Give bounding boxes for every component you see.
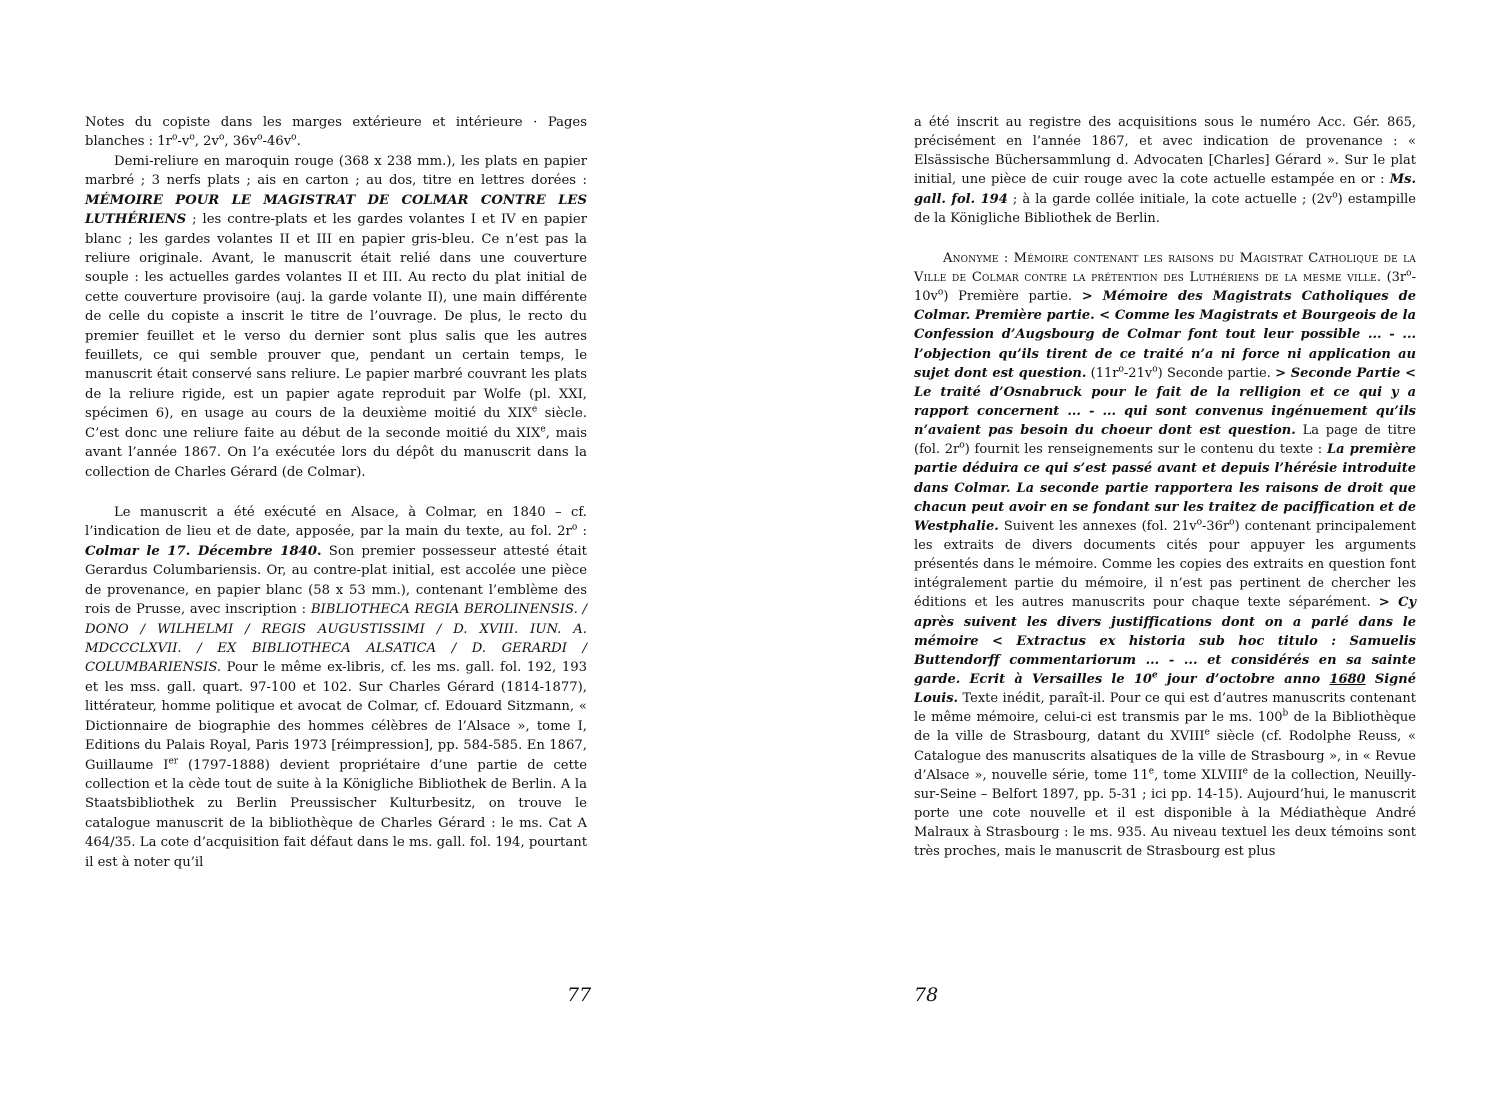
left-paragraph-2: Demi-reliure en maroquin rouge (368 x 238 mm.), les plats en papier marbré ; 3 nerfs plats ; ais en carton ; au dos, titre en lettres dorées : MÉMOIRE POUR LE MAGISTRAT DE COLMAR CONTRE LES LUTHÉRIENS ; les contre-plats et les gardes volantes I et IV en papier blanc ; les gardes volantes II et III en papier gris-bleu. Ce n’est pas la reliure originale. Avant, le manuscrit était relié dans une couverture souple : les actuelles gardes volantes II et III. Au recto du plat initial de cette couverture provisoire (auj. la garde volante II), une main différente de celle du copiste a inscrit le titre de l’ouvrage. De plus, le recto du premier feuillet et le verso du dernier sont plus salis que les autres feuillets, ce qui semble prouver que, pendant un certain temps, le manuscrit était conservé sans reliure. Le papier marbré couvrant les plats de la reliure rigide, est un papier agate reproduit par Wolfe (pl. XXI, spécimen 6), en usage au cours de la deuxième moitié du XIXe siècle. C’est donc une reliure faite au début de la seconde moitié du XIXe, mais avant l’année 1867. On l’a exécutée lors du dépôt du manuscrit dans la collection de Charles Gérard (de Colmar).: [85, 153, 587, 480]
left-text-block: [85, 113, 587, 872]
right-page: [914, 113, 1416, 861]
right-paragraph-2: Anonyme : Mémoire contenant les raisons du Magistrat Catholique de la Ville de Colmar contre la prétention des Luthériens de la mesme ville. $(3r^o-10v^o)$ Première partie. > Mémoire des Magistrats Catholiques de Colmar. Première partie. < Comme les Magistrats et Bourgeois de la Confession d’Augsbourg de Colmar font tout leur possible ... - ... l’objection qu’ils tirent de ce traité n’a ni force ni application au sujet dont est question. $(11r^o-21v^o)$ Seconde partie. > Seconde Partie < Le traité d’Osnabruck pour le fait de la relligion et ce qui y a rapport concernent ... - ... qui sont convenus ingénuement qu’ils n’avaient pas besoin du choeur dont est question. La page de titre (fol. $2r^o$) fournit les renseignements sur le contenu du texte : La première partie déduira ce qui s’est passé avant et depuis l’hérésie introduite dans Colmar. La seconde partie rapportera les raisons de droit que chacun peut avoir en se fondant sur les traitez de paciffication et de Westphalie. Suivent les annexes (fol. $21v^o-36r^o$) contenant principalement les extraits de divers documents cités pour appuyer les arguments présentés dans le mémoire. Comme les copies des extraits en question font intégralement partie du mémoire, il n’est pas pertinent de chercher les éditions et les autres manuscrits pour chaque texte séparément. > Cy après suivent les divers justiffications dont on a parlé dans le mémoire < Extractus ex historia sub hoc titulo : Samuelis Buttendorff commentariorum ... - ... et considérés en sa sainte garde. Ecrit à Versailles le 10e jour d’octobre anno 1680 Signé Louis. Texte inédit, paraît-il. Pour ce qui est d’autres manuscrits contenant le même mémoire, celui-ci est transmis par le ms. 100$^b$ de la Bibliothèque de la ville de Strasbourg, datant du XVIIIe siècle (cf. Rodolphe Reuss, « Catalogue des manuscrits alsatiques de la ville de Strasbourg », in « Revue d’Alsace », nouvelle série, tome 11e, tome XLVIIIe de la collection, Neuilly-sur-Seine – Belfort 1897, pp. 5-31 ; ici pp. 14-15). Aujourd’hui, le manuscrit porte une cote nouvelle et il est disponible à la Médiathèque André Malraux à Strasbourg : le ms. 935. Au niveau textuel les deux témoins sont très proches, mais le manuscrit de Strasbourg est plus: [914, 250, 1417, 860]
right-text-block: [914, 113, 1416, 861]
left-paragraph-3: Le manuscrit a été exécuté en Alsace, à Colmar, en 1840 – cf. l’indication de lieu et de date, apposée, par la main du texte, au fol. $2r^o$ : Colmar le 17. Décembre 1840. Son premier possesseur attesté était Gerardus Columbariensis. Or, au contre-plat initial, est accolée une pièce de provenance, en papier blanc (58 x 53 mm.), contenant l’emblème des rois de Prusse, avec inscription : BIBLIOTHECA REGIA BEROLINENSIS. / DONO / WILHELMI / REGIS AUGUSTISSIMI / D. XVIII. IUN. A. MDCCCLXVII. / EX BIBLIOTHECA ALSATICA / D. GERARDI / COLUMBARIENSIS. Pour le même ex-libris, cf. les ms. gall. fol. 192, 193 et les mss. gall. quart. 97-100 et 102. Sur Charles Gérard (1814-1877), littérateur, homme politique et avocat de Colmar, cf. Edouard Sitzmann, « Dictionnaire de biographie des hommes célèbres de l’Alsace », tome I, Editions du Palais Royal, Paris 1973 [réimpression], pp. 584-585. En 1867, Guillaume Ier (1797-1888) devient propriétaire d’une partie de cette collection et la cède tout de suite à la Königliche Bibliothek de Berlin. A la Staatsbibliothek zu Berlin Preussischer Kulturbesitz, on trouve le catalogue manuscrit de la bibliothèque de Charles Gérard : le ms. Cat A 464/35. La cote d’acquisition fait défaut dans le ms. gall. fol. 194, pourtant il est à noter qu’il: [85, 505, 588, 870]
page-number-left: 77: [567, 984, 592, 1006]
binding-title-italic: MÉMOIRE POUR LE MAGISTRAT DE COLMAR CONTRE LES LUTHÉRIENS: [85, 192, 587, 228]
title-page-quote: La première partie déduira ce qui s’est passé avant et depuis l’hérésie introduite dans Colmar. La seconde partie rapportera les raisons de droit que chacun peut avoir en se fondant sur les traitez de paciffication et de Westphalie.: [914, 442, 1416, 534]
annexes-quote: > Cy après suivent les divers justiffications dont on a parlé dans le mémoire < Extractus ex historia sub hoc titulo : Samuelis Buttendorff commentariorum ... - ... et considérés en sa sainte garde. Ecrit à Versailles le 10: [914, 595, 1417, 687]
date-italic: Colmar le 17. Décembre 1840.: [85, 543, 322, 559]
page-number-right: 78: [914, 984, 939, 1006]
paragraph-gap: [85, 482, 587, 503]
shelfmark-italic: Ms. gall. fol. 194: [914, 172, 1416, 207]
incipit-part-2: > Seconde Partie < Le traité d’Osnabruck pour le fait de la relligion et ce qui y a rapport concernent ... - ... qui sont convenus ingénuement qu’ils n’avaient pas besoin du choeur dont est question.: [914, 365, 1416, 439]
incipit-part-1: > Mémoire des Magistrats Catholiques de Colmar. Première partie. < Comme les Magistrats et Bourgeois de la Confession d’Augsbourg de Colmar font tout leur possible ... - ... l’objection qu’ils tirent de ce traité n’a ni force ni application au sujet dont est question.: [914, 289, 1416, 381]
work-title-small-caps: Anonyme : Mémoire contenant les raisons du Magistrat Catholique de la Ville de Colmar contre la prétention des Luthériens de la mesme ville.: [914, 250, 1416, 285]
left-paragraph-1: Notes du copiste dans les marges extérieure et intérieure · Pages blanches : $1r^o-v^o$, $2v^o$, $36v^o-46v^o$.: [85, 115, 587, 150]
left-page: [85, 113, 587, 872]
ex-libris-inscription: BIBLIOTHECA REGIA BEROLINENSIS. / DONO / WILHELMI / REGIS AUGUSTISSIMI / D. XVIII. IUN. A. MDCCCLXVII. / EX BIBLIOTHECA ALSATICA / D. GERARDI / COLUMBARIENSIS.: [85, 602, 587, 676]
right-paragraph-1: a été inscrit au registre des acquisitions sous le numéro Acc. Gér. 865, précisément en l’année 1867, et avec indication de provenance : « Elsässische Büchersammlung d. Advocaten [Charles] Gérard ». Sur le plat initial, une pièce de cuir rouge avec la cote actuelle estampée en or : Ms. gall. fol. 194 ; à la garde collée initiale, la cote actuelle ; $(2v^o)$ estampille de la Königliche Bibliothek de Berlin.: [914, 115, 1416, 226]
year-underlined: 1680: [1329, 671, 1366, 687]
paragraph-gap: [914, 228, 1416, 249]
